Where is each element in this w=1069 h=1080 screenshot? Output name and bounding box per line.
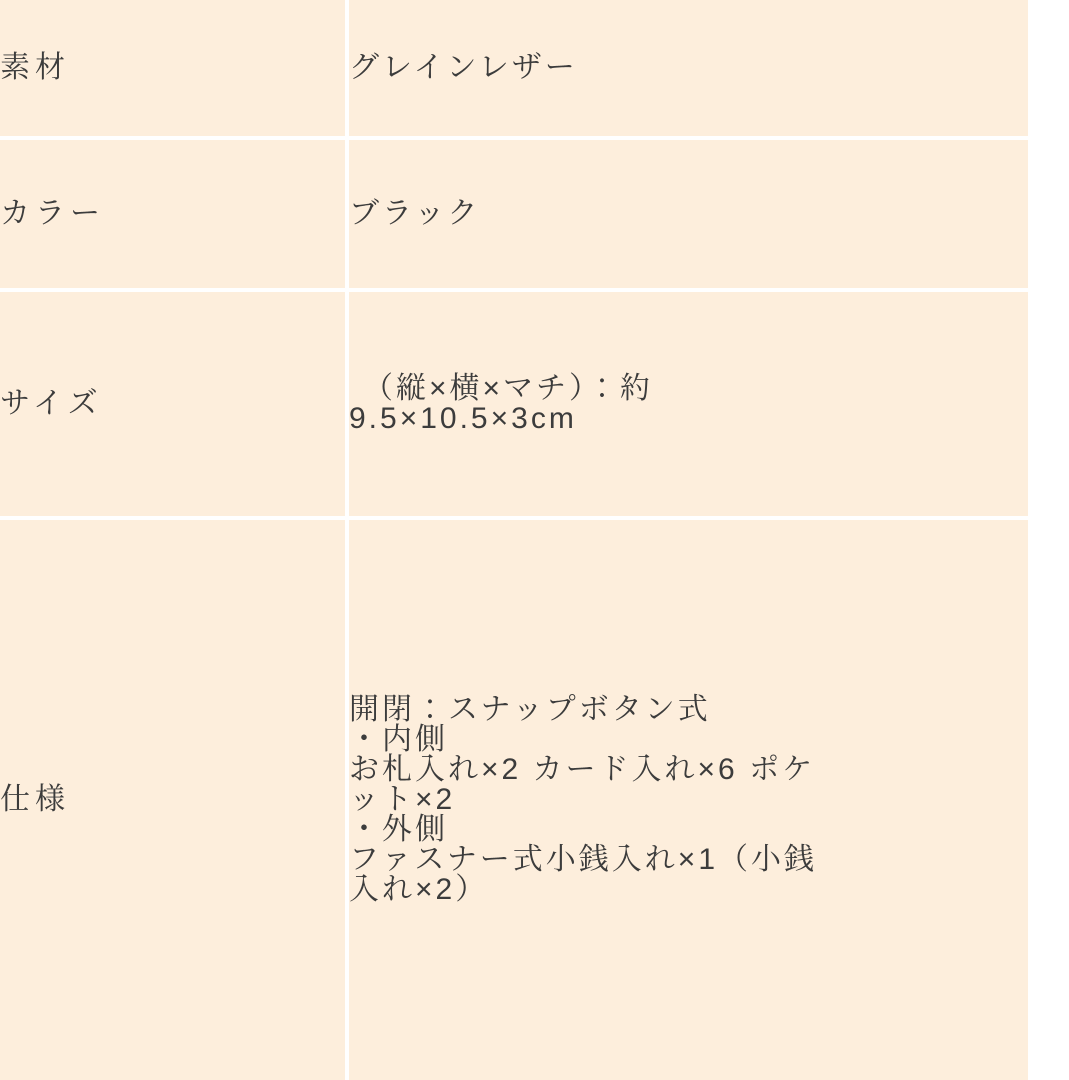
spec-value-specification (347, 518, 1030, 1080)
spec-value-size (347, 290, 1030, 518)
spec-value-line: ・外側 (349, 813, 448, 846)
spec-value-line: お札入れ×2 カード入れ×6 ポケ (349, 753, 816, 786)
spec-value-line: 9.5×10.5×3cm (349, 402, 577, 435)
spec-label-material: 素材 (0, 0, 347, 138)
spec-value-line: 入れ×2） (349, 873, 489, 906)
table-row (0, 0, 1030, 138)
spec-value-line: 開閉：スナップボタン式 (349, 693, 711, 726)
table-row (0, 290, 1030, 518)
spec-label-size: サイズ (0, 290, 347, 518)
spec-value-material (347, 0, 1030, 138)
spec-value-line: ブラック (349, 197, 481, 230)
table-row (0, 518, 1030, 1080)
spec-label-color: カラー (0, 138, 347, 290)
spec-value-color (347, 138, 1030, 290)
table-row (0, 138, 1030, 290)
spec-value-line: ット×2 (349, 783, 456, 816)
spec-value-line: ・内側 (349, 723, 448, 756)
spec-value-line: グレインレザー (349, 51, 578, 84)
spec-value-line: ファスナー式小銭入れ×1（小銭 (349, 843, 818, 876)
spec-value-line: （縦×横×マチ）：約 (363, 372, 654, 405)
spec-label-specification: 仕様 (0, 518, 347, 1080)
